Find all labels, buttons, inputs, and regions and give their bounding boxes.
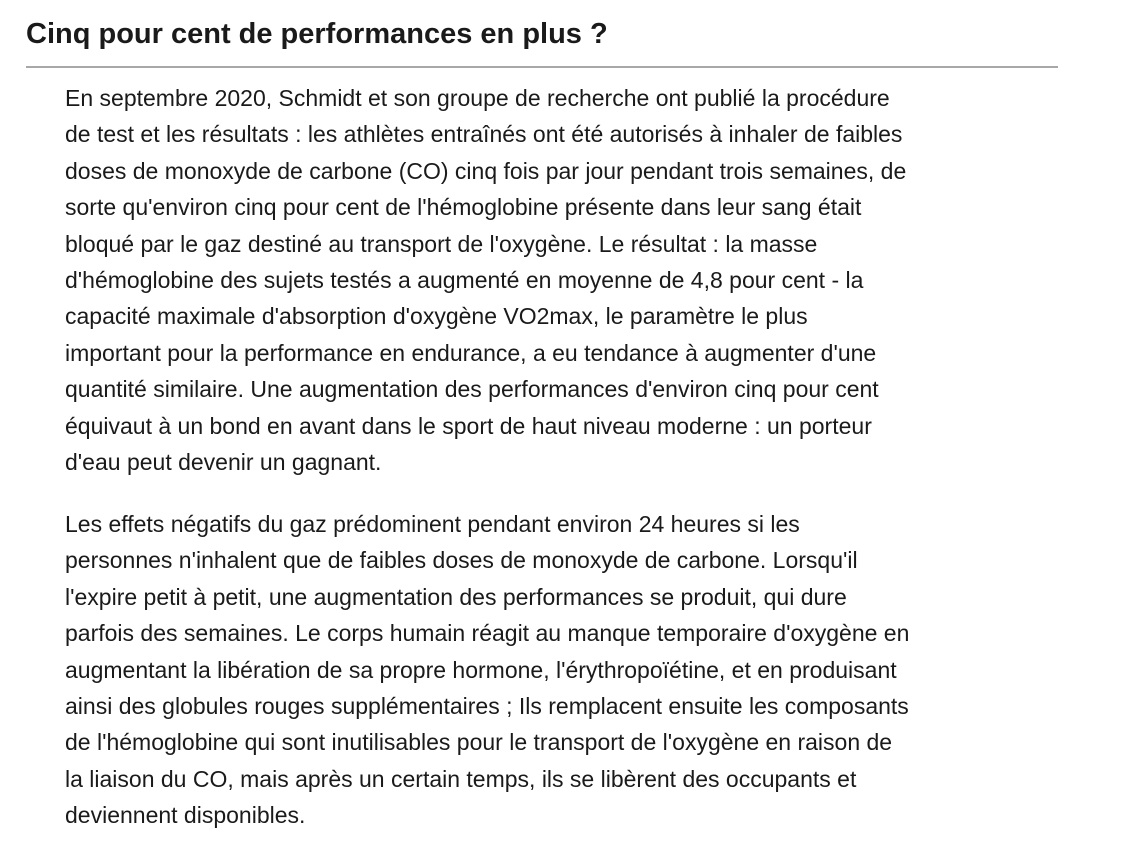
- paragraph-line: d'hémoglobine des sujets testés a augmenté en moyenne de 4,8 pour cent - la: [65, 267, 864, 294]
- paragraph-line: d'eau peut devenir un gagnant.: [65, 449, 382, 476]
- paragraph-line: important pour la performance en endurance, a eu tendance à augmenter d'une: [65, 339, 877, 366]
- paragraph-1: [65, 80, 1035, 480]
- section-heading-container: [26, 14, 1058, 68]
- section-heading: Cinq pour cent de performances en plus ?: [26, 18, 608, 50]
- paragraph-line: la liaison du CO, mais après un certain temps, ils se libèrent des occupants et: [65, 765, 857, 792]
- paragraph-line: En septembre 2020, Schmidt et son groupe de recherche ont publié la procédure: [65, 85, 890, 111]
- paragraph-line: personnes n'inhalent que de faibles doses de monoxyde de carbone. Lorsqu'il: [65, 547, 858, 574]
- paragraph-line: sorte qu'environ cinq pour cent de l'hémoglobine présente dans leur sang était: [65, 194, 862, 221]
- paragraph-line: doses de monoxyde de carbone (CO) cinq fois par jour pendant trois semaines, de: [65, 157, 907, 184]
- paragraph-line: équivaut à un bond en avant dans le sport de haut niveau moderne : un porteur: [65, 412, 872, 439]
- paragraph-line: parfois des semaines. Le corps humain réagit au manque temporaire d'oxygène en: [65, 620, 910, 647]
- paragraph-line: augmentant la libération de sa propre hormone, l'érythropoïétine, et en produisant: [65, 656, 897, 683]
- paragraph-line: de test et les résultats : les athlètes entraînés ont été autorisés à inhaler de faibles: [65, 121, 903, 148]
- paragraph-line: Les effets négatifs du gaz prédominent pendant environ 24 heures si les: [65, 511, 800, 537]
- paragraph-line: quantité similaire. Une augmentation des performances d'environ cinq pour cent: [65, 376, 879, 403]
- paragraph-line: l'expire petit à petit, une augmentation des performances se produit, qui dure: [65, 583, 847, 610]
- paragraph-line: capacité maximale d'absorption d'oxygène VO2max, le paramètre le plus: [65, 303, 808, 330]
- paragraph-2: [65, 506, 1035, 834]
- paragraph-line: deviennent disponibles.: [65, 802, 306, 829]
- paragraph-line: de l'hémoglobine qui sont inutilisables pour le transport de l'oxygène en raison de: [65, 729, 893, 756]
- paragraph-line: ainsi des globules rouges supplémentaires ; Ils remplacent ensuite les composants: [65, 693, 909, 720]
- paragraph-line: bloqué par le gaz destiné au transport de l'oxygène. Le résultat : la masse: [65, 230, 818, 257]
